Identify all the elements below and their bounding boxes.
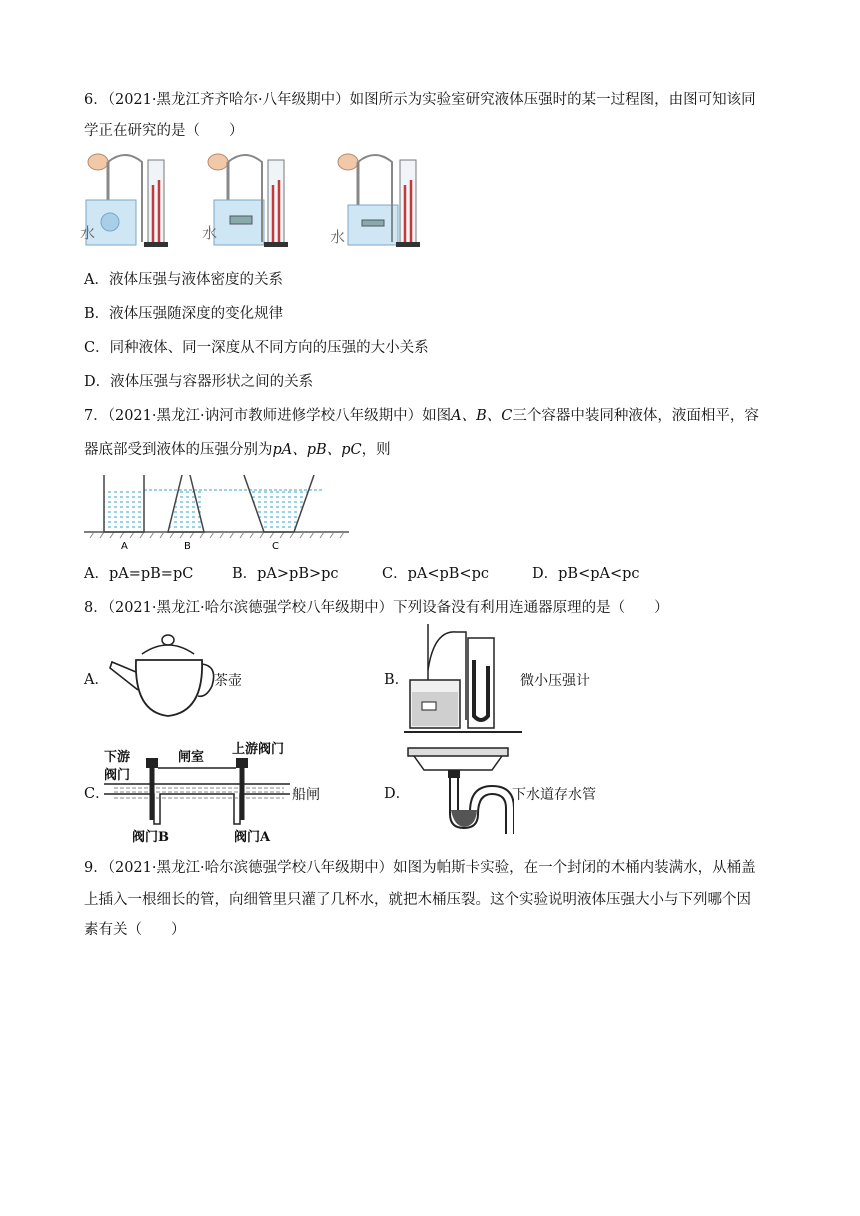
q7-option-c: C．pA<pB<pc [382,566,489,582]
lock-label-valve-a: 阀门A [234,830,271,845]
q6-option-a: A．液体压强与液体密度的关系 [84,272,283,288]
q6-panel-1 [86,154,168,247]
u-tube-manometer [268,160,284,244]
q7-option-d: D．pB<pA<pc [532,566,640,582]
q7-stem-line1: 7．（2021·黑龙江·讷河市教师进修学校八年级期中）如图A、B、C三个容器中装同种液体，液面相平，容 [84,408,759,424]
q8-stem: 8．（2021·黑龙江·哈尔滨德强学校八年级期中）下列设备没有利用连通器原理的是（ ） [84,600,669,616]
q7-stem-line2: 器底部受到液体的压强分别为pA、pB、pC，则 [84,442,391,458]
container-a [104,475,144,532]
q6-panel-3 [338,154,420,247]
q8-caption-drain: 下水道存水管 [512,787,596,803]
lock-label-upstream: 上游阀门 [232,742,285,757]
q7-option-b: B．pA>pB>pc [232,566,339,582]
q6-figure [80,150,420,250]
water-label-1: 水 [80,224,96,242]
q7-containers-figure [84,470,354,552]
teapot-figure [106,632,216,724]
q6-stem-line1: 6．（2021·黑龙江齐齐哈尔·八年级期中）如图所示为实验室研究液体压强时的某一过程图，由图可知该同 [84,92,756,108]
hand-icon [88,154,108,170]
q7-option-a: A．pA=pB=pC [84,566,194,582]
water-label-3: 水 [330,228,346,246]
q8-option-c-letter: C． [84,786,110,802]
lock-label-downstream-2: 阀门 [104,768,131,783]
lock-label-downstream-1: 下游 [104,750,131,765]
pressure-gauge-figure [404,620,522,736]
hand-icon [208,154,228,170]
q8-option-d-letter: D． [384,786,411,802]
container-label-a: A [121,541,128,552]
q9-stem-line1: 9．（2021·黑龙江·哈尔滨德强学校八年级期中）如图为帕斯卡实验，在一个封闭的木桶内装满水，从桶盖 [84,860,756,876]
lock-label-valve-b: 阀门B [132,830,169,845]
q8-option-a-letter: A． [84,672,109,688]
q6-option-d: D．液体压强与容器形状之间的关系 [84,374,314,390]
q6-stem-line2: 学正在研究的是（ ） [84,123,244,139]
lock-label-chamber: 闸室 [178,750,205,765]
container-b [168,475,204,532]
q6-option-b: B．液体压强随深度的变化规律 [84,306,284,322]
container-label-c: C [272,541,279,552]
q9-stem-line3: 素有关（ ） [84,922,186,938]
q9-stem-line2: 上插入一根细长的管，向细管里只灌了几杯水，就把木桶压裂。这个实验说明液体压强大小与下列哪个因 [84,892,751,908]
hand-icon [338,154,358,170]
drain-trap-figure [404,744,514,836]
u-tube-manometer [148,160,164,244]
water-label-2: 水 [202,224,218,242]
container-label-b: B [184,541,191,552]
q6-option-c: C．同种液体、同一深度从不同方向的压强的大小关系 [84,340,429,356]
container-c [244,475,314,532]
u-tube-manometer [400,160,416,244]
q8-caption-gauge: 微小压强计 [520,673,590,689]
q8-option-b-letter: B． [384,672,410,688]
q8-caption-lock: 船闸 [292,787,320,803]
q8-caption-teapot: 茶壶 [214,673,242,689]
q6-panel-2 [208,154,288,247]
